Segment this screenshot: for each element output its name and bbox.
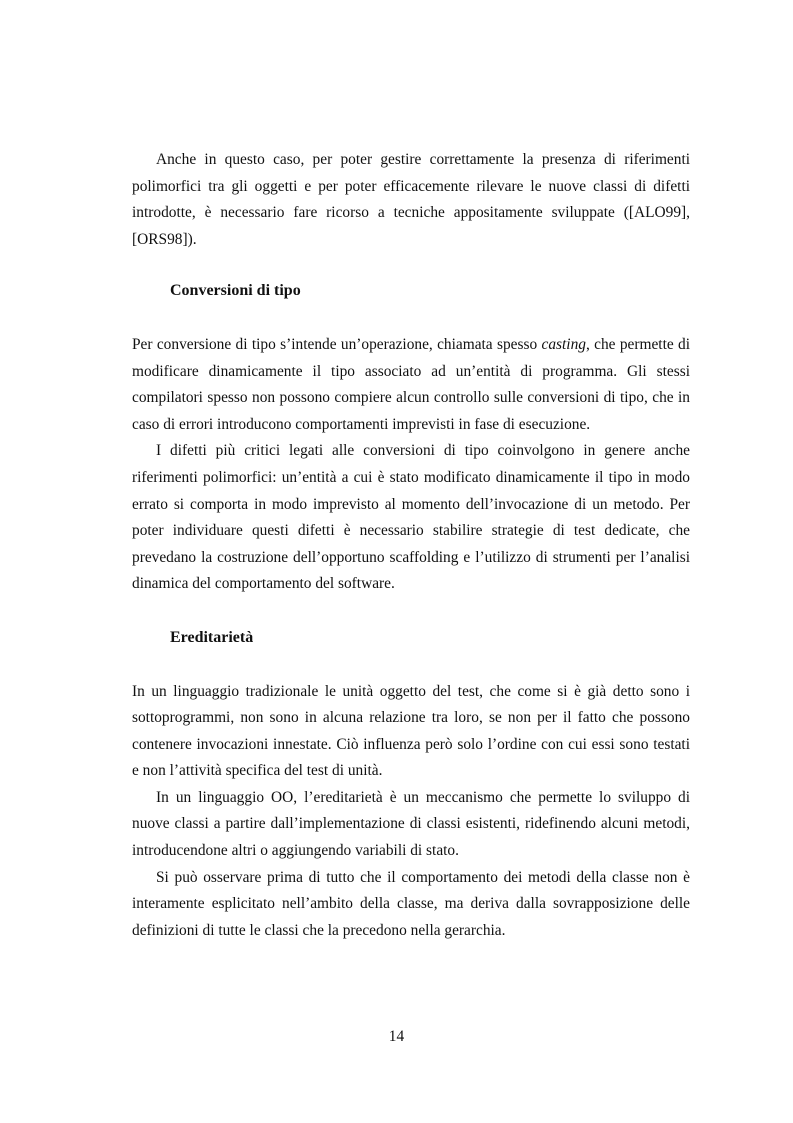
- paragraph-difetti-conversioni: I difetti più critici legati alle conversioni di tipo coinvolgono in genere anche riferimenti polimorfici: un’entità a cui è stato modificato dinamicamente il tipo in modo errato si comporta in modo imprevisto al momento dell’invocazione di un metodo. Per poter individuare questi difetti è necessario stabilire strategie di test dedicate, che prevedano la costruzione dell’opportuno scaffolding e l’utilizzo di strumenti per l’analisi dinamica del comportamento del software.: [132, 442, 690, 593]
- emphasis-casting: casting: [541, 335, 586, 353]
- paragraph-linguaggio-tradizionale: In un linguaggio tradizionale le unità oggetto del test, che come si è già detto sono i sottoprogrammi, non sono in alcuna relazione tra loro, se non per il fatto che possono contenere invocazioni innestate. Ciò influenza però solo l’ordine con cui essi sono testati e non l’attività specifica del test di unità.: [132, 682, 690, 780]
- heading-ereditarieta: Ereditarietà: [170, 628, 254, 646]
- page-number: 14: [388, 1028, 405, 1045]
- paragraph-text: Per conversione di tipo s’intende un’operazione, chiamata spesso: [132, 335, 542, 353]
- paragraph-linguaggio-oo: In un linguaggio OO, l’ereditarietà è un meccanismo che permette lo sviluppo di nuove classi a partire dall’implementazione di classi esistenti, ridefinendo alcuni metodi, introducendone altri o aggiungendo variabili di stato.: [132, 788, 690, 860]
- paragraph-polimorfismo: Anche in questo caso, per poter gestire correttamente la presenza di riferimenti polimorfici tra gli oggetti e per poter efficacemente rilevare le nuove classi di difetti introdotte, è necessario fare ricorso a tecniche appositamente sviluppate ([ALO99], [ORS98]).: [132, 151, 690, 248]
- paragraph-conversione-definizione: [132, 332, 690, 438]
- page-body: [132, 147, 690, 944]
- paragraph-text: , che permette di modificare dinamicamente il tipo associato ad un’entità di programma. Gli stessi compilatori spesso non possono compiere alcun controllo sulle conversioni di tipo, che in caso di errori introducono comportamenti imprevisti in fase di esecuzione.: [132, 335, 690, 433]
- heading-conversioni-di-tipo: Conversioni di tipo: [170, 282, 301, 300]
- paragraph-comportamento-metodi: Si può osservare prima di tutto che il comportamento dei metodi della classe non è interamente esplicitato nell’ambito della classe, ma deriva dalla sovrapposizione delle definizioni di tutte le classi che la precedono nella gerarchia.: [132, 868, 690, 939]
